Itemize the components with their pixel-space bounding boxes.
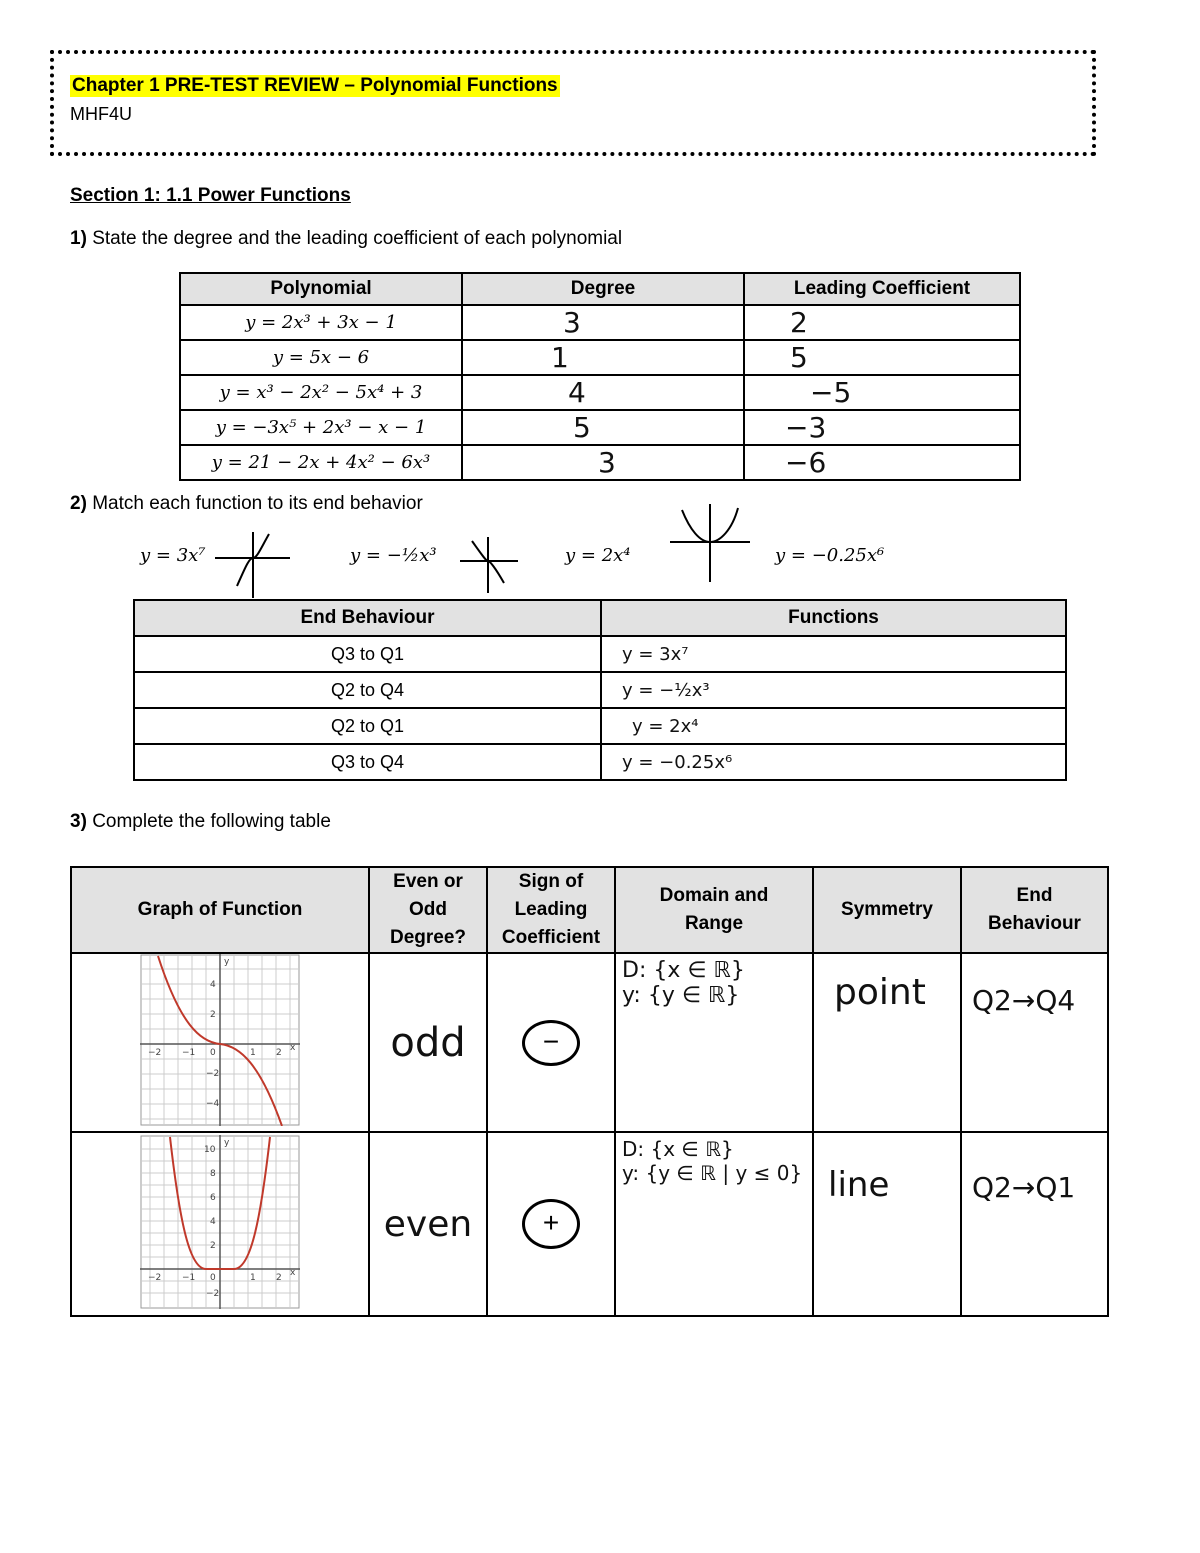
coef-answer: 5	[744, 340, 1020, 375]
degree-answer: 5	[462, 410, 744, 445]
range-answer: y: {y ∈ ℝ | y ≤ 0}	[622, 1161, 803, 1185]
function-label: y = −½x³	[350, 545, 437, 566]
page-title: Chapter 1 PRE-TEST REVIEW – Polynomial Functions	[72, 75, 558, 96]
y-tick: 4	[210, 1216, 216, 1227]
graph-cell	[71, 953, 369, 1132]
function-answer: y = −0.25x⁶	[601, 744, 1066, 780]
behaviour-cell: Q3 to Q4	[134, 744, 601, 780]
function-label: y = 3x⁷	[140, 545, 206, 566]
col-header: Leading Coefficient	[744, 273, 1020, 305]
function-answer: y = −½x³	[601, 672, 1066, 708]
range-answer: y: {y ∈ ℝ}	[622, 983, 740, 1008]
col-header: Symmetry	[813, 867, 961, 953]
col-header: Even or Odd Degree?	[369, 867, 487, 953]
question-number: 2)	[70, 493, 87, 514]
col-header: End Behaviour	[134, 600, 601, 636]
col-header: Polynomial	[180, 273, 462, 305]
question-3	[70, 811, 331, 833]
table-row	[180, 375, 1020, 410]
degree-answer: 1	[462, 340, 744, 375]
end-behaviour-sketch-icon	[215, 528, 295, 598]
cubic-graph	[140, 954, 300, 1126]
table-row	[134, 744, 1066, 780]
sign-answer: +	[522, 1199, 580, 1249]
y-axis-label: y	[224, 957, 230, 967]
sign-cell	[487, 953, 615, 1132]
polynomial-cell: y = x³ − 2x² − 5x⁴ + 3	[180, 375, 462, 410]
end-answer: Q2→Q1	[961, 1132, 1108, 1316]
x-tick: −1	[182, 1048, 196, 1058]
question-text: Complete the following table	[92, 811, 331, 832]
degree-answer: 4	[462, 375, 744, 410]
col-header: Sign of Leading Coefficient	[487, 867, 615, 953]
x-tick: 1	[250, 1272, 256, 1283]
domain-answer: D: {x ∈ ℝ}	[622, 958, 745, 983]
question-number: 3)	[70, 811, 87, 832]
quartic-graph	[140, 1135, 300, 1309]
end-behaviour-table	[133, 599, 1067, 781]
section-heading: Section 1: 1.1 Power Functions	[70, 185, 351, 206]
question-1	[70, 228, 622, 250]
x-tick: 2	[276, 1048, 282, 1058]
coef-answer: 2	[744, 305, 1020, 340]
sign-cell	[487, 1132, 615, 1316]
x-tick: 1	[250, 1048, 256, 1058]
y-tick: −2	[206, 1069, 220, 1079]
degree-answer: 3	[462, 305, 744, 340]
domain-answer: D: {x ∈ ℝ}	[622, 1137, 734, 1161]
symmetry-answer: point	[813, 953, 961, 1132]
end-answer: Q2→Q4	[961, 953, 1108, 1132]
table-row	[180, 410, 1020, 445]
col-header: Domain and Range	[615, 867, 813, 953]
function-label: y = 2x⁴	[565, 545, 631, 566]
end-behaviour-sketch-icon	[460, 535, 520, 595]
course-code: MHF4U	[70, 104, 132, 124]
col-header: End Behaviour	[961, 867, 1108, 953]
y-tick: 2	[210, 1010, 216, 1020]
y-tick: 10	[204, 1144, 216, 1155]
x-tick: −2	[148, 1272, 162, 1283]
x-axis-label: x	[290, 1267, 296, 1278]
y-tick: 6	[210, 1192, 216, 1203]
x-tick: 2	[276, 1272, 282, 1283]
col-header: Degree	[462, 273, 744, 305]
degree-table	[179, 272, 1021, 481]
parity-answer: odd	[369, 953, 487, 1132]
end-behaviour-sketch-icon	[670, 500, 760, 585]
sign-answer: −	[522, 1020, 580, 1066]
x-tick: −1	[182, 1272, 196, 1283]
table-row	[180, 340, 1020, 375]
table-row	[71, 953, 1108, 1132]
coef-answer: −6	[744, 445, 1020, 480]
y-tick: 2	[210, 1240, 216, 1251]
table-row	[180, 445, 1020, 480]
domain-range-cell	[615, 1132, 813, 1316]
graph-table	[70, 866, 1109, 1317]
polynomial-cell: y = 5x − 6	[180, 340, 462, 375]
degree-answer: 3	[462, 445, 744, 480]
coef-answer: −5	[744, 375, 1020, 410]
table-row	[180, 305, 1020, 340]
polynomial-cell: y = 2x³ + 3x − 1	[180, 305, 462, 340]
y-tick: 8	[210, 1168, 216, 1179]
polynomial-cell: y = −3x⁵ + 2x³ − x − 1	[180, 410, 462, 445]
behaviour-cell: Q2 to Q1	[134, 708, 601, 744]
function-label: y = −0.25x⁶	[775, 545, 885, 566]
x-tick: 0	[210, 1048, 216, 1058]
y-tick: −2	[206, 1288, 220, 1299]
function-answer: y = 2x⁴	[601, 708, 1066, 744]
behaviour-cell: Q3 to Q1	[134, 636, 601, 672]
x-tick: 0	[210, 1272, 216, 1283]
table-row	[71, 1132, 1108, 1316]
x-axis-label: x	[290, 1043, 296, 1053]
x-tick: −2	[148, 1048, 162, 1058]
polynomial-cell: y = 21 − 2x + 4x² − 6x³	[180, 445, 462, 480]
y-tick: 4	[210, 980, 216, 990]
col-header: Graph of Function	[71, 867, 369, 953]
table-row	[134, 636, 1066, 672]
symmetry-answer: line	[813, 1132, 961, 1316]
table-row	[134, 708, 1066, 744]
parity-answer: even	[369, 1132, 487, 1316]
question-text: State the degree and the leading coefficient of each polynomial	[92, 228, 623, 249]
y-axis-label: y	[224, 1137, 230, 1148]
question-text: Match each function to its end behavior	[92, 493, 423, 514]
question-number: 1)	[70, 228, 87, 249]
table-row	[134, 672, 1066, 708]
y-tick: −4	[206, 1099, 220, 1109]
graph-cell	[71, 1132, 369, 1316]
behaviour-cell: Q2 to Q4	[134, 672, 601, 708]
function-answer: y = 3x⁷	[601, 636, 1066, 672]
question-2	[70, 493, 423, 515]
col-header: Functions	[601, 600, 1066, 636]
coef-answer: −3	[744, 410, 1020, 445]
domain-range-cell	[615, 953, 813, 1132]
header-box	[50, 50, 1096, 156]
